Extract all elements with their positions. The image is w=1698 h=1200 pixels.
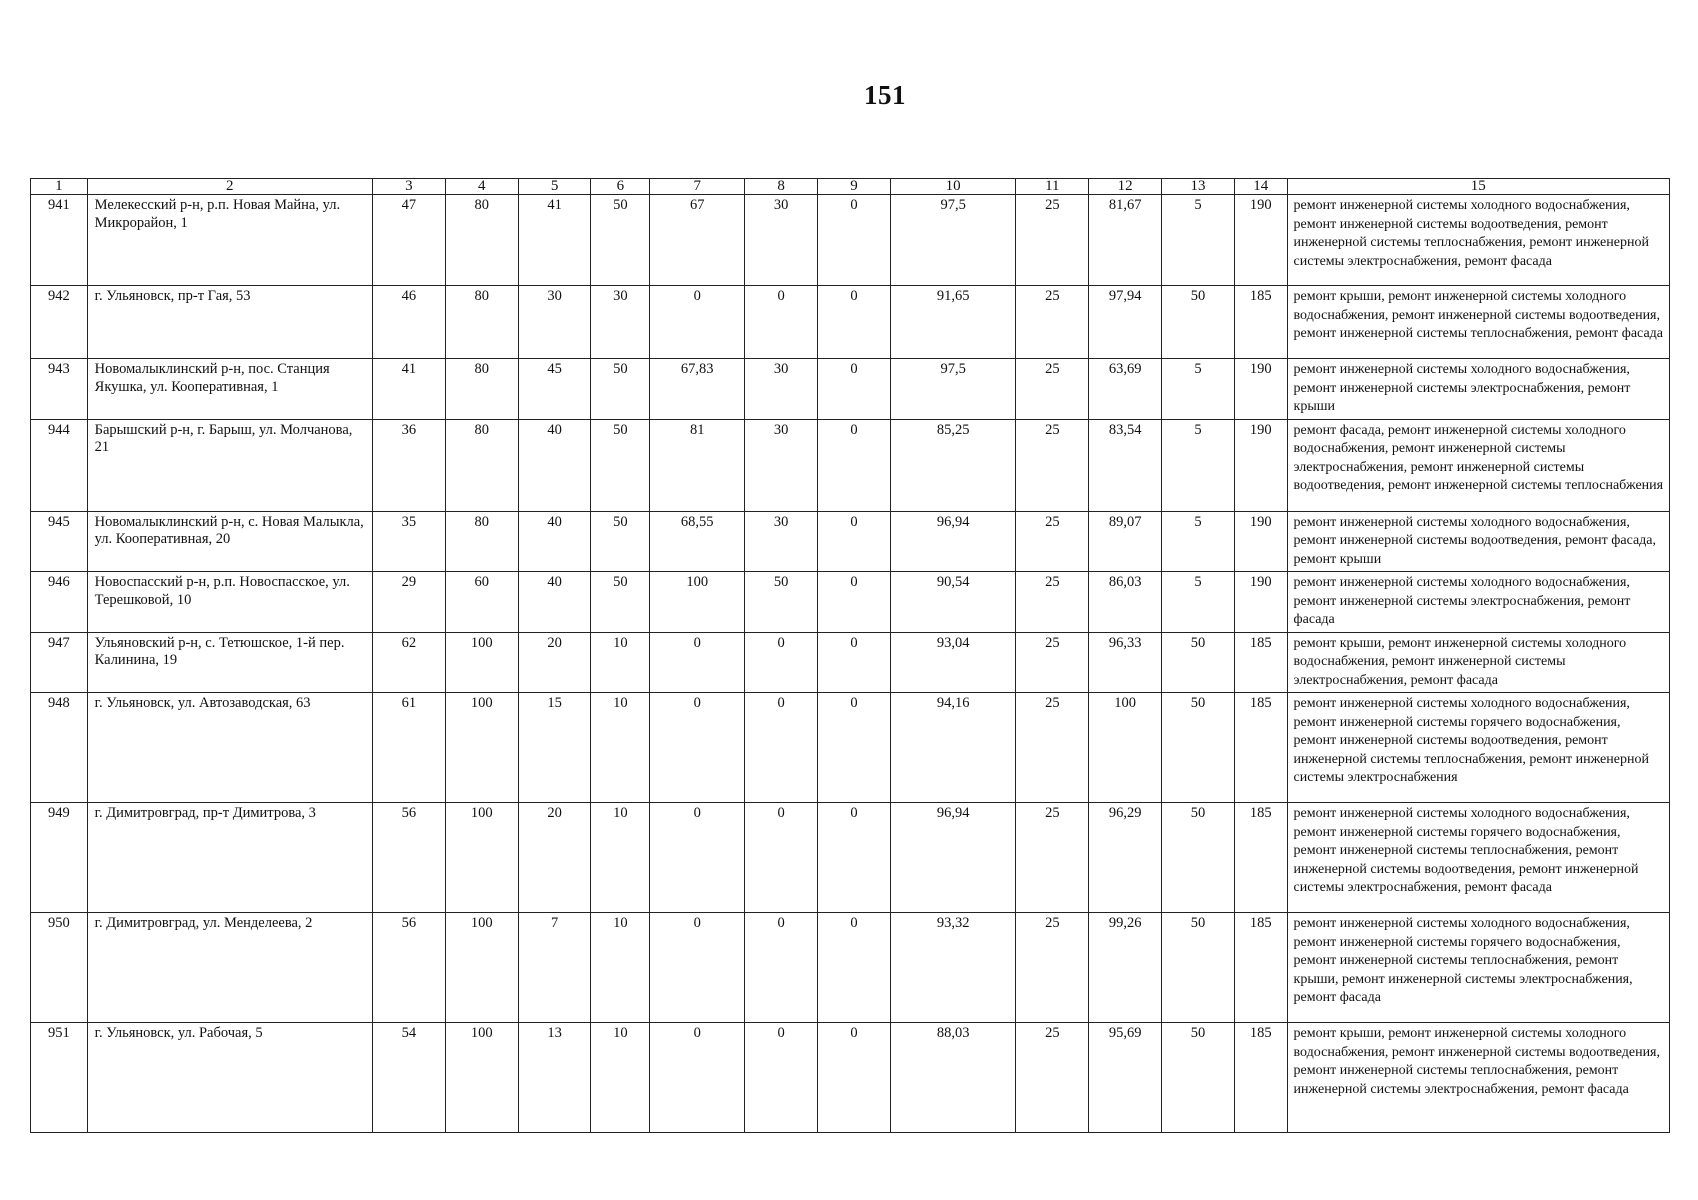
- table-row: [31, 359, 1670, 420]
- value-cell: 67: [650, 195, 745, 286]
- value-cell: 5: [1162, 419, 1235, 511]
- value-cell: 0: [745, 913, 818, 1023]
- value-cell: 50: [591, 419, 650, 511]
- value-cell: 10: [591, 913, 650, 1023]
- row-number-cell: 945: [31, 511, 88, 572]
- value-cell: 96,94: [890, 803, 1015, 913]
- value-cell: 185: [1234, 1023, 1287, 1133]
- address-cell: Мелекесский р-н, р.п. Новая Майна, ул. Микрорайон, 1: [87, 195, 372, 286]
- works-list-cell: ремонт крыши, ремонт инженерной системы холодного водоснабжения, ремонт инженерной системы водоотведения, ремонт инженерной системы теплоснабжения, ремонт фасада: [1287, 286, 1669, 359]
- value-cell: 100: [650, 572, 745, 633]
- value-cell: 41: [518, 195, 591, 286]
- value-cell: 41: [372, 359, 445, 420]
- column-header: 10: [890, 179, 1015, 195]
- value-cell: 97,5: [890, 195, 1015, 286]
- value-cell: 0: [818, 286, 891, 359]
- value-cell: 67,83: [650, 359, 745, 420]
- column-header: 5: [518, 179, 591, 195]
- value-cell: 0: [818, 632, 891, 693]
- value-cell: 7: [518, 913, 591, 1023]
- row-number-cell: 942: [31, 286, 88, 359]
- value-cell: 50: [1162, 286, 1235, 359]
- row-number-cell: 946: [31, 572, 88, 633]
- value-cell: 90,54: [890, 572, 1015, 633]
- repair-program-table-container: [30, 178, 1670, 1133]
- works-list-cell: ремонт фасада, ремонт инженерной системы холодного водоснабжения, ремонт инженерной системы электроснабжения, ремонт инженерной системы водоотведения, ремонт инженерной системы теплоснабжения: [1287, 419, 1669, 511]
- column-header: 6: [591, 179, 650, 195]
- value-cell: 100: [1089, 693, 1162, 803]
- value-cell: 185: [1234, 803, 1287, 913]
- table-row: [31, 286, 1670, 359]
- value-cell: 50: [1162, 693, 1235, 803]
- value-cell: 0: [818, 1023, 891, 1133]
- value-cell: 97,5: [890, 359, 1015, 420]
- column-header: 14: [1234, 179, 1287, 195]
- value-cell: 50: [591, 359, 650, 420]
- value-cell: 190: [1234, 511, 1287, 572]
- column-header: 4: [445, 179, 518, 195]
- value-cell: 0: [745, 693, 818, 803]
- value-cell: 83,54: [1089, 419, 1162, 511]
- value-cell: 0: [818, 572, 891, 633]
- value-cell: 185: [1234, 632, 1287, 693]
- row-number-cell: 941: [31, 195, 88, 286]
- value-cell: 10: [591, 693, 650, 803]
- works-list-cell: ремонт инженерной системы холодного водоснабжения, ремонт инженерной системы электроснабжения, ремонт фасада: [1287, 572, 1669, 633]
- value-cell: 25: [1016, 195, 1089, 286]
- value-cell: 50: [1162, 632, 1235, 693]
- value-cell: 10: [591, 1023, 650, 1133]
- value-cell: 35: [372, 511, 445, 572]
- value-cell: 25: [1016, 286, 1089, 359]
- value-cell: 5: [1162, 572, 1235, 633]
- value-cell: 60: [445, 572, 518, 633]
- column-header: 1: [31, 179, 88, 195]
- column-header: 7: [650, 179, 745, 195]
- column-header: 13: [1162, 179, 1235, 195]
- value-cell: 95,69: [1089, 1023, 1162, 1133]
- value-cell: 5: [1162, 195, 1235, 286]
- value-cell: 91,65: [890, 286, 1015, 359]
- value-cell: 20: [518, 632, 591, 693]
- row-number-cell: 947: [31, 632, 88, 693]
- table-row: [31, 572, 1670, 633]
- value-cell: 93,04: [890, 632, 1015, 693]
- address-cell: Ульяновский р-н, с. Тетюшское, 1-й пер. Калинина, 19: [87, 632, 372, 693]
- value-cell: 30: [591, 286, 650, 359]
- value-cell: 0: [818, 419, 891, 511]
- table-row: [31, 693, 1670, 803]
- value-cell: 46: [372, 286, 445, 359]
- value-cell: 88,03: [890, 1023, 1015, 1133]
- value-cell: 81: [650, 419, 745, 511]
- value-cell: 96,94: [890, 511, 1015, 572]
- value-cell: 80: [445, 195, 518, 286]
- works-list-cell: ремонт инженерной системы холодного водоснабжения, ремонт инженерной системы водоотведения, ремонт инженерной системы теплоснабжения, ремонт инженерной системы электроснабжения, ремонт фасада: [1287, 195, 1669, 286]
- value-cell: 0: [818, 913, 891, 1023]
- value-cell: 0: [745, 1023, 818, 1133]
- value-cell: 25: [1016, 511, 1089, 572]
- works-list-cell: ремонт крыши, ремонт инженерной системы холодного водоснабжения, ремонт инженерной системы водоотведения, ремонт инженерной системы теплоснабжения, ремонт инженерной системы электроснабжения, ремонт фасада: [1287, 1023, 1669, 1133]
- header-row: [31, 179, 1670, 195]
- row-number-cell: 949: [31, 803, 88, 913]
- value-cell: 56: [372, 913, 445, 1023]
- value-cell: 45: [518, 359, 591, 420]
- works-list-cell: ремонт инженерной системы холодного водоснабжения, ремонт инженерной системы горячего водоснабжения, ремонт инженерной системы теплоснабжения, ремонт инженерной системы водоотведения, ремонт инженерной системы электроснабжения, ремонт фасада: [1287, 803, 1669, 913]
- value-cell: 0: [650, 913, 745, 1023]
- table-row: [31, 1023, 1670, 1133]
- value-cell: 80: [445, 359, 518, 420]
- value-cell: 50: [745, 572, 818, 633]
- table-row: [31, 195, 1670, 286]
- column-header: 2: [87, 179, 372, 195]
- value-cell: 100: [445, 913, 518, 1023]
- value-cell: 25: [1016, 632, 1089, 693]
- value-cell: 93,32: [890, 913, 1015, 1023]
- address-cell: Новомалыклинский р-н, с. Новая Малыкла, ул. Кооперативная, 20: [87, 511, 372, 572]
- table-row: [31, 419, 1670, 511]
- value-cell: 0: [745, 803, 818, 913]
- value-cell: 30: [745, 195, 818, 286]
- value-cell: 30: [745, 359, 818, 420]
- value-cell: 50: [1162, 803, 1235, 913]
- row-number-cell: 948: [31, 693, 88, 803]
- value-cell: 185: [1234, 693, 1287, 803]
- value-cell: 68,55: [650, 511, 745, 572]
- table-row: [31, 511, 1670, 572]
- value-cell: 100: [445, 803, 518, 913]
- value-cell: 190: [1234, 359, 1287, 420]
- table-row: [31, 913, 1670, 1023]
- value-cell: 61: [372, 693, 445, 803]
- value-cell: 100: [445, 693, 518, 803]
- row-number-cell: 950: [31, 913, 88, 1023]
- value-cell: 0: [745, 286, 818, 359]
- address-cell: Новомалыклинский р-н, пос. Станция Якушка, ул. Кооперативная, 1: [87, 359, 372, 420]
- value-cell: 0: [818, 511, 891, 572]
- value-cell: 25: [1016, 913, 1089, 1023]
- table-body: [31, 195, 1670, 1133]
- value-cell: 50: [591, 195, 650, 286]
- value-cell: 81,67: [1089, 195, 1162, 286]
- value-cell: 50: [1162, 913, 1235, 1023]
- value-cell: 0: [650, 632, 745, 693]
- value-cell: 10: [591, 803, 650, 913]
- column-header: 12: [1089, 179, 1162, 195]
- value-cell: 0: [818, 693, 891, 803]
- row-number-cell: 951: [31, 1023, 88, 1133]
- works-list-cell: ремонт крыши, ремонт инженерной системы холодного водоснабжения, ремонт инженерной системы электроснабжения, ремонт фасада: [1287, 632, 1669, 693]
- value-cell: 99,26: [1089, 913, 1162, 1023]
- value-cell: 36: [372, 419, 445, 511]
- value-cell: 40: [518, 572, 591, 633]
- value-cell: 0: [650, 286, 745, 359]
- value-cell: 5: [1162, 511, 1235, 572]
- page-number: 151: [864, 80, 906, 110]
- address-cell: Барышский р-н, г. Барыш, ул. Молчанова, 21: [87, 419, 372, 511]
- value-cell: 0: [650, 693, 745, 803]
- value-cell: 50: [591, 511, 650, 572]
- repair-program-table: [30, 178, 1670, 1133]
- value-cell: 190: [1234, 195, 1287, 286]
- column-header: 3: [372, 179, 445, 195]
- value-cell: 29: [372, 572, 445, 633]
- value-cell: 5: [1162, 359, 1235, 420]
- column-header: 15: [1287, 179, 1669, 195]
- value-cell: 54: [372, 1023, 445, 1133]
- value-cell: 63,69: [1089, 359, 1162, 420]
- value-cell: 185: [1234, 286, 1287, 359]
- row-number-cell: 943: [31, 359, 88, 420]
- value-cell: 94,16: [890, 693, 1015, 803]
- address-cell: г. Ульяновск, ул. Рабочая, 5: [87, 1023, 372, 1133]
- value-cell: 190: [1234, 572, 1287, 633]
- table-row: [31, 632, 1670, 693]
- value-cell: 97,94: [1089, 286, 1162, 359]
- value-cell: 0: [650, 1023, 745, 1133]
- value-cell: 0: [818, 803, 891, 913]
- column-header: 8: [745, 179, 818, 195]
- value-cell: 86,03: [1089, 572, 1162, 633]
- value-cell: 25: [1016, 419, 1089, 511]
- value-cell: 20: [518, 803, 591, 913]
- table-row: [31, 803, 1670, 913]
- column-header: 9: [818, 179, 891, 195]
- value-cell: 13: [518, 1023, 591, 1133]
- value-cell: 96,33: [1089, 632, 1162, 693]
- value-cell: 25: [1016, 693, 1089, 803]
- value-cell: 40: [518, 511, 591, 572]
- value-cell: 50: [591, 572, 650, 633]
- value-cell: 80: [445, 511, 518, 572]
- value-cell: 0: [818, 195, 891, 286]
- value-cell: 25: [1016, 803, 1089, 913]
- works-list-cell: ремонт инженерной системы холодного водоснабжения, ремонт инженерной системы горячего водоснабжения, ремонт инженерной системы водоотведения, ремонт инженерной системы теплоснабжения, ремонт инженерной системы электроснабжения: [1287, 693, 1669, 803]
- value-cell: 15: [518, 693, 591, 803]
- value-cell: 85,25: [890, 419, 1015, 511]
- value-cell: 10: [591, 632, 650, 693]
- address-cell: Новоспасский р-н, р.п. Новоспасское, ул. Терешковой, 10: [87, 572, 372, 633]
- works-list-cell: ремонт инженерной системы холодного водоснабжения, ремонт инженерной системы горячего водоснабжения, ремонт инженерной системы теплоснабжения, ремонт крыши, ремонт инженерной системы электроснабжения, ремонт фасада: [1287, 913, 1669, 1023]
- address-cell: г. Димитровград, ул. Менделеева, 2: [87, 913, 372, 1023]
- value-cell: 50: [1162, 1023, 1235, 1133]
- value-cell: 80: [445, 419, 518, 511]
- address-cell: г. Димитровград, пр-т Димитрова, 3: [87, 803, 372, 913]
- value-cell: 30: [518, 286, 591, 359]
- value-cell: 30: [745, 511, 818, 572]
- value-cell: 0: [818, 359, 891, 420]
- value-cell: 89,07: [1089, 511, 1162, 572]
- address-cell: г. Ульяновск, ул. Автозаводская, 63: [87, 693, 372, 803]
- works-list-cell: ремонт инженерной системы холодного водоснабжения, ремонт инженерной системы электроснабжения, ремонт крыши: [1287, 359, 1669, 420]
- value-cell: 40: [518, 419, 591, 511]
- value-cell: 80: [445, 286, 518, 359]
- value-cell: 25: [1016, 572, 1089, 633]
- address-cell: г. Ульяновск, пр-т Гая, 53: [87, 286, 372, 359]
- value-cell: 0: [650, 803, 745, 913]
- column-header: 11: [1016, 179, 1089, 195]
- value-cell: 100: [445, 632, 518, 693]
- value-cell: 25: [1016, 359, 1089, 420]
- value-cell: 96,29: [1089, 803, 1162, 913]
- value-cell: 185: [1234, 913, 1287, 1023]
- value-cell: 56: [372, 803, 445, 913]
- value-cell: 25: [1016, 1023, 1089, 1133]
- value-cell: 47: [372, 195, 445, 286]
- value-cell: 30: [745, 419, 818, 511]
- value-cell: 62: [372, 632, 445, 693]
- value-cell: 100: [445, 1023, 518, 1133]
- works-list-cell: ремонт инженерной системы холодного водоснабжения, ремонт инженерной системы водоотведения, ремонт фасада, ремонт крыши: [1287, 511, 1669, 572]
- value-cell: 0: [745, 632, 818, 693]
- row-number-cell: 944: [31, 419, 88, 511]
- value-cell: 190: [1234, 419, 1287, 511]
